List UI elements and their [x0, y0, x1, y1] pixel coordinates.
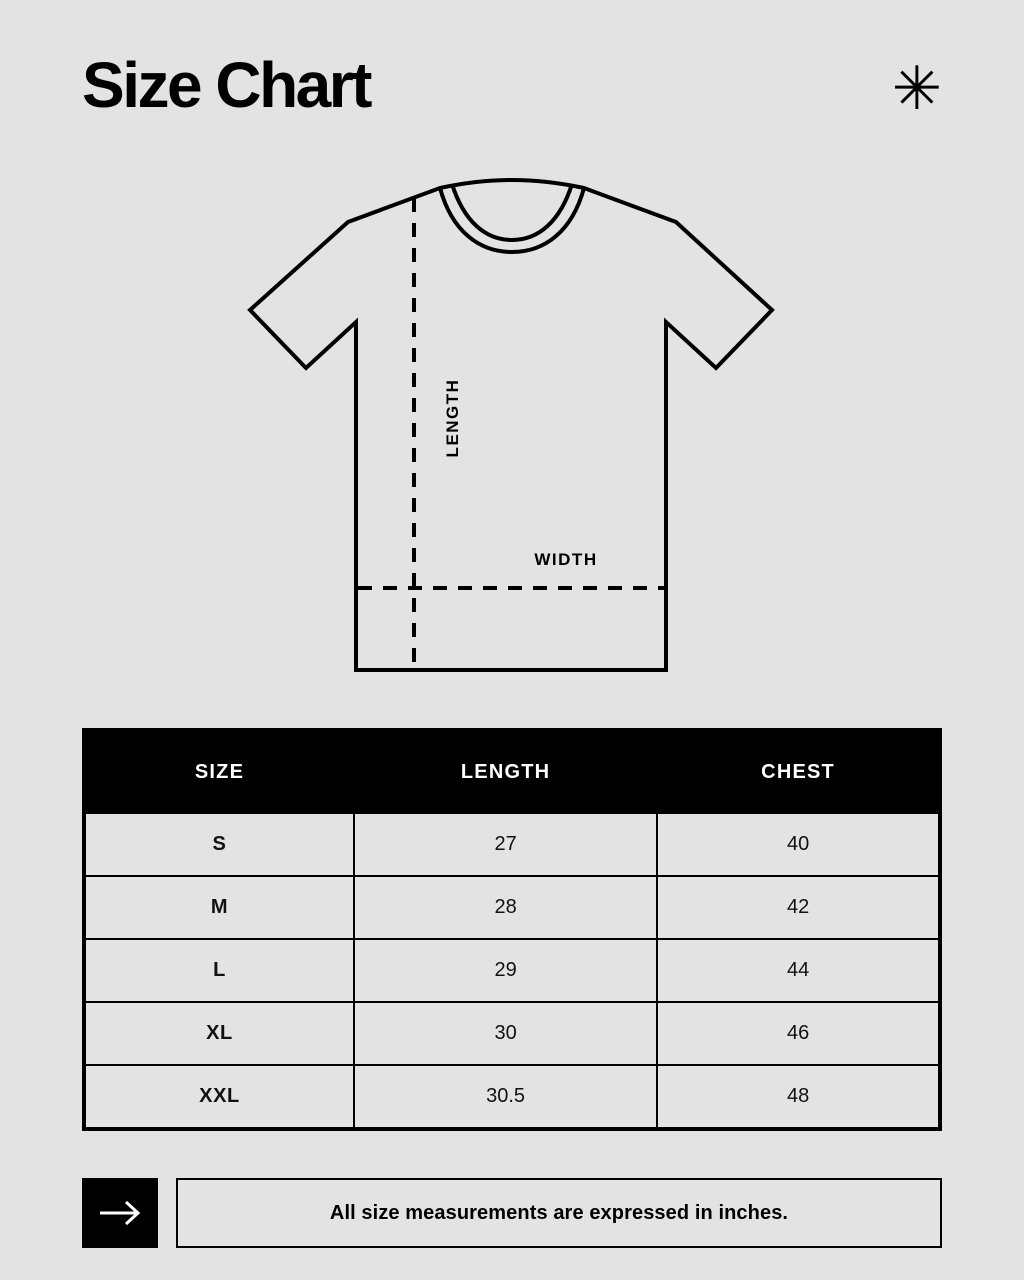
width-dimension-label: WIDTH — [534, 550, 598, 569]
cell-size: L — [85, 939, 354, 1002]
table-header — [85, 731, 939, 813]
arrow-right-icon — [82, 1178, 158, 1248]
column-header-chest: CHEST — [657, 731, 939, 813]
cell-length: 29 — [354, 939, 657, 1002]
cell-length: 30 — [354, 1002, 657, 1065]
size-table-container — [82, 728, 942, 1131]
length-dimension-label: LENGTH — [443, 378, 462, 458]
cell-size: S — [85, 813, 354, 876]
cell-length: 28 — [354, 876, 657, 939]
column-header-length: LENGTH — [354, 731, 657, 813]
cell-chest: 42 — [657, 876, 939, 939]
table-row — [85, 876, 939, 939]
cell-chest: 46 — [657, 1002, 939, 1065]
measurement-note-box — [176, 1178, 942, 1248]
cell-size: XXL — [85, 1065, 354, 1128]
cell-length: 30.5 — [354, 1065, 657, 1128]
measurement-note-text: All size measurements are expressed in inches. — [329, 1201, 789, 1224]
table-row — [85, 1002, 939, 1065]
cell-size: XL — [85, 1002, 354, 1065]
arrow-right-glyph — [98, 1200, 142, 1226]
cell-chest: 48 — [657, 1065, 939, 1128]
table-body — [85, 813, 939, 1128]
cell-size: M — [85, 876, 354, 939]
page-header — [82, 40, 942, 130]
cell-chest: 44 — [657, 939, 939, 1002]
column-header-size: SIZE — [85, 731, 354, 813]
table-row — [85, 1065, 939, 1128]
table-row — [85, 813, 939, 876]
footer — [82, 1178, 942, 1248]
table-row — [85, 939, 939, 1002]
table-header-row — [85, 731, 939, 813]
tshirt-illustration — [0, 160, 1024, 700]
page-title: Size Chart — [82, 49, 370, 121]
cell-length: 27 — [354, 813, 657, 876]
cell-chest: 40 — [657, 813, 939, 876]
asterisk-icon: ✳ — [891, 55, 942, 122]
size-table — [84, 730, 940, 1129]
